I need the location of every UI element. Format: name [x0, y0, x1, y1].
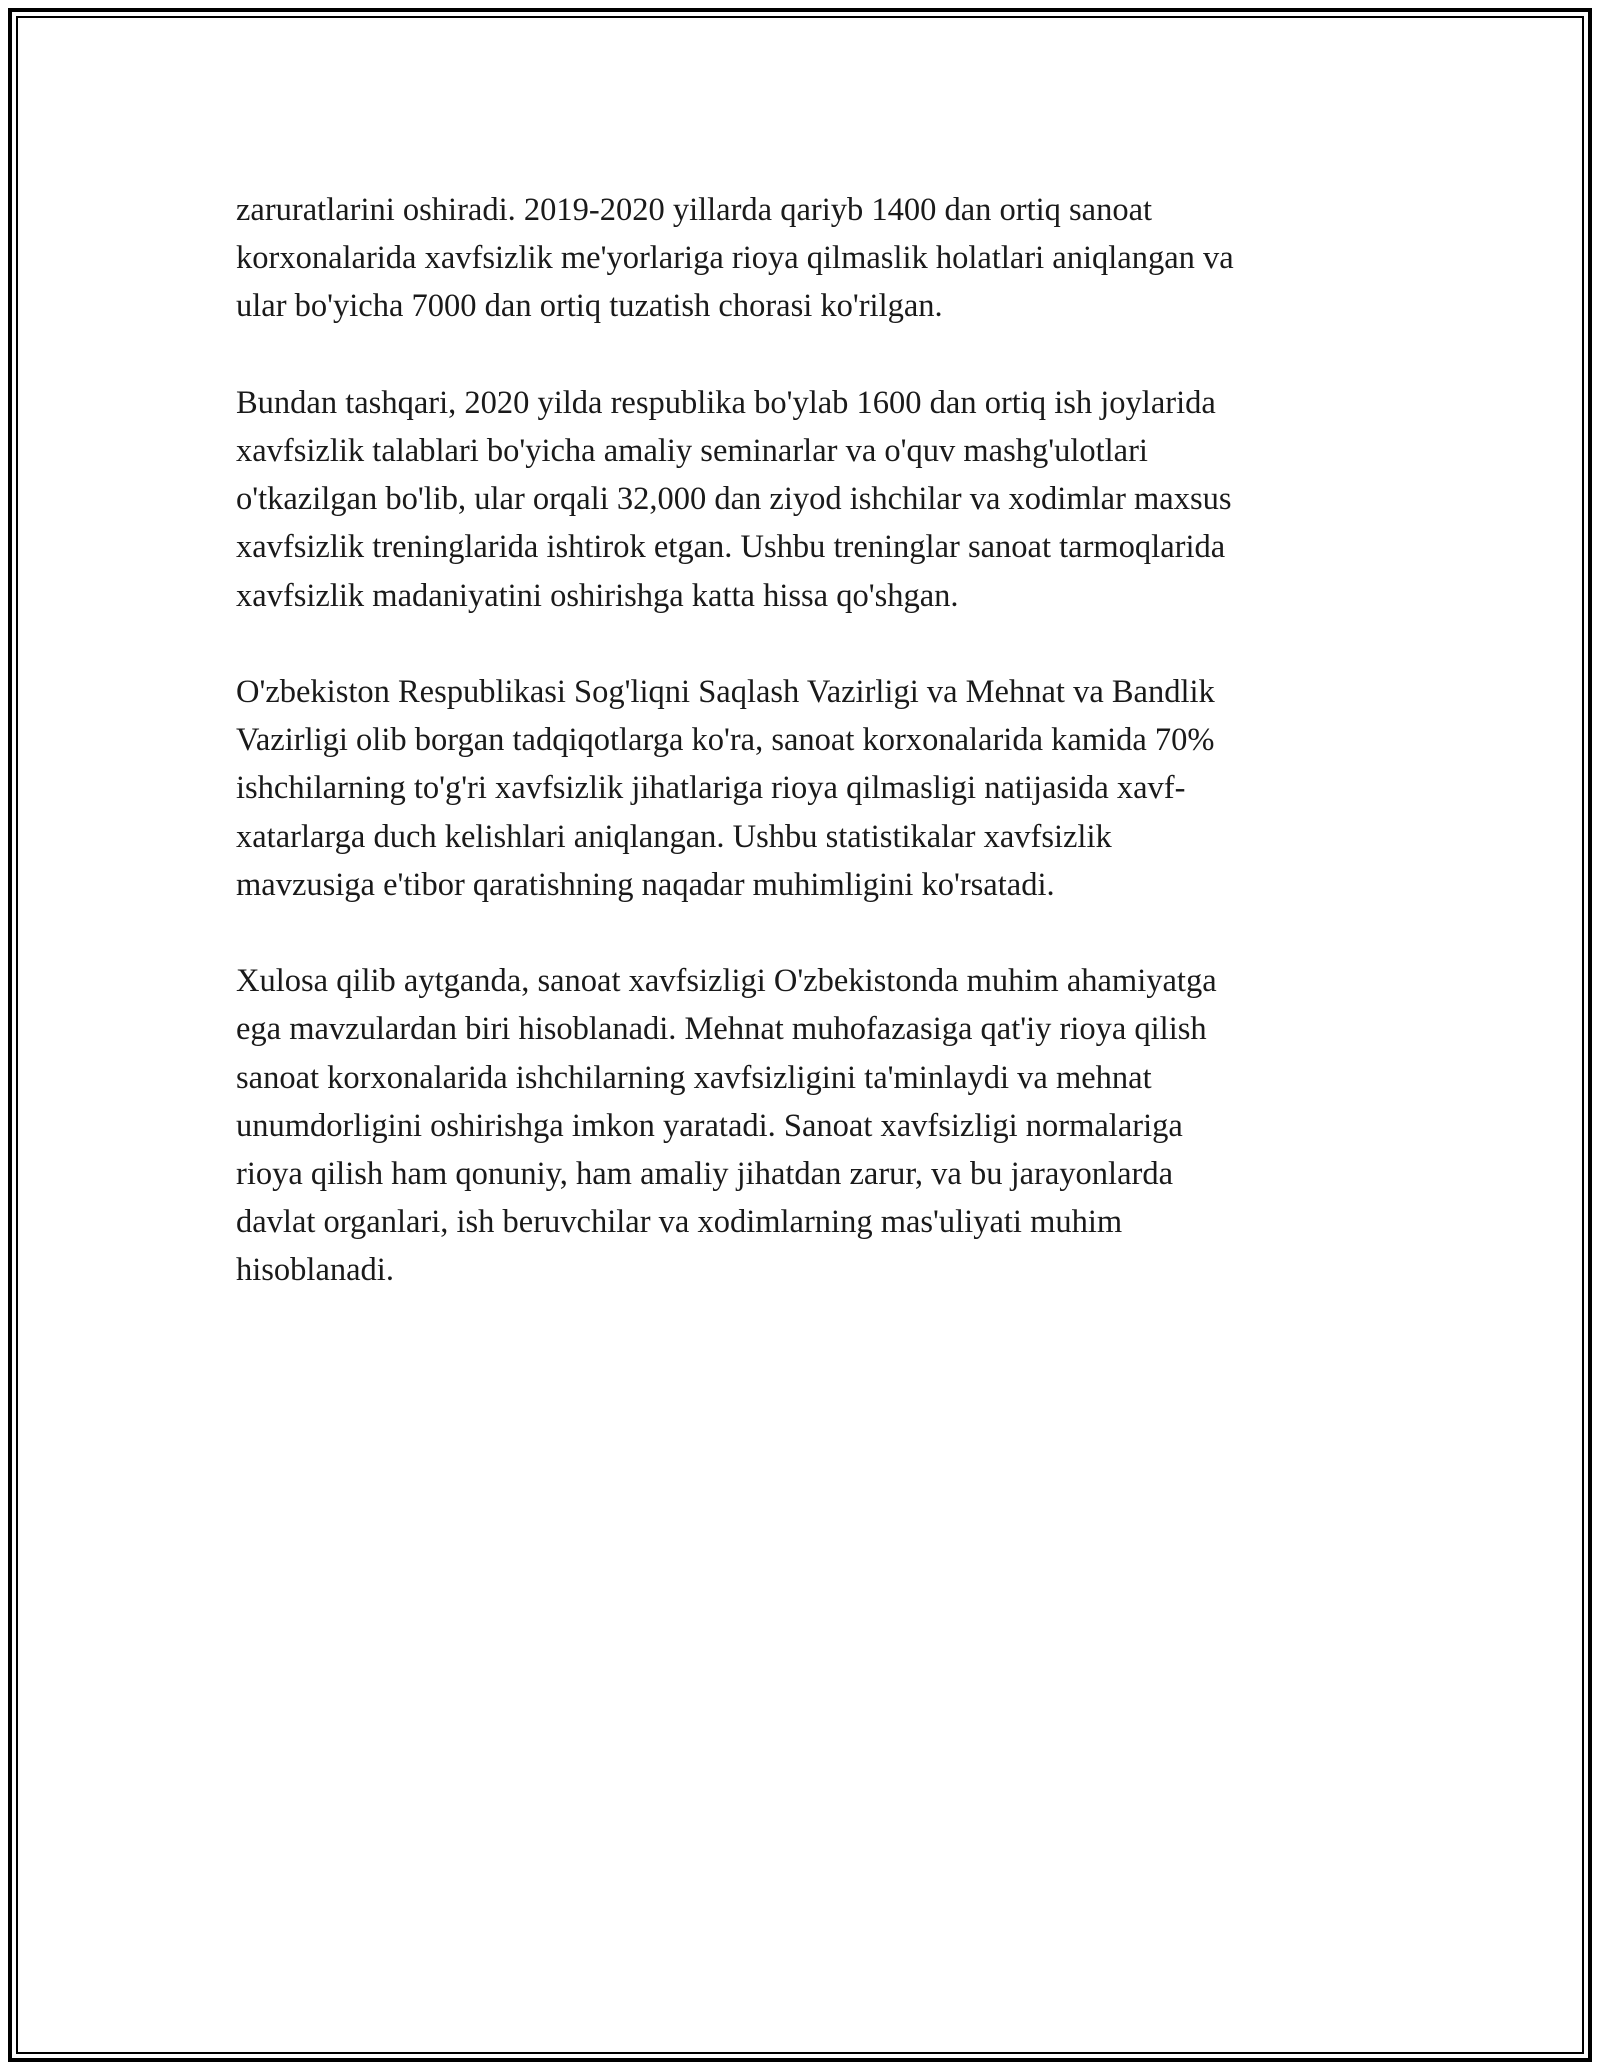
paragraph-training-seminars: Bundan tashqari, 2020 yilda respublika bo'ylab 1600 dan ortiq ish joylarida xavfsizlik talablari bo'yicha amaliy seminarlar va o'quv mashg'ulotlari o'tkazilgan bo'lib, ular orqali 32,000 dan ziyod ishchilar va xodimlar maxsus xavfsizlik treninglarida ishtirok etgan. Ushbu treninglar sanoat tarmoqlarida xavfsizlik madaniyatini oshirishga katta hissa qo'shgan.: [236, 384, 1232, 614]
paragraph-ministry-research: O'zbekiston Respublikasi Sog'liqni Saqlash Vazirligi va Mehnat va Bandlik Vazirligi olib borgan tadqiqotlarga ko'ra, sanoat korxonalarida kamida 70% ishchilarning to'g'ri xavfsizlik jihatlariga rioya qilmasligi natijasida xavf- xatarlarga duch kelishlari aniqlangan. Ushbu statistikalar xavfsizlik mavzusiga e'tibor qaratishning naqadar muhimligini ko'rsatadi.: [236, 674, 1215, 903]
paragraph-conclusion: Xulosa qilib aytganda, sanoat xavfsizligi O'zbekistonda muhim ahamiyatga ega mavzulardan biri hisoblanadi. Mehnat muhofazasiga qat'iy rioya qilish sanoat korxonalarida ishchilarning xavfsizligini ta'minlaydi va mehnat unumdorligini oshirishga imkon yaratadi. Sanoat xavfsizligi normalariga rioya qilish ham qonuniy, ham amaliy jihatdan zarur, va bu jarayonlarda davlat organlari, ish beruvchilar va xodimlarning mas'uliyati muhim hisoblanadi.: [236, 963, 1217, 1289]
paragraph-statistics-violations: zaruratlarini oshiradi. 2019-2020 yillarda qariyb 1400 dan ortiq sanoat korxonalarida xavfsizlik me'yorlariga rioya qilmaslik holatlari aniqlangan va ular bo'yicha 7000 dan ortiq tuzatish chorasi ko'rilgan.: [236, 192, 1234, 325]
document-body: [236, 186, 1366, 1343]
